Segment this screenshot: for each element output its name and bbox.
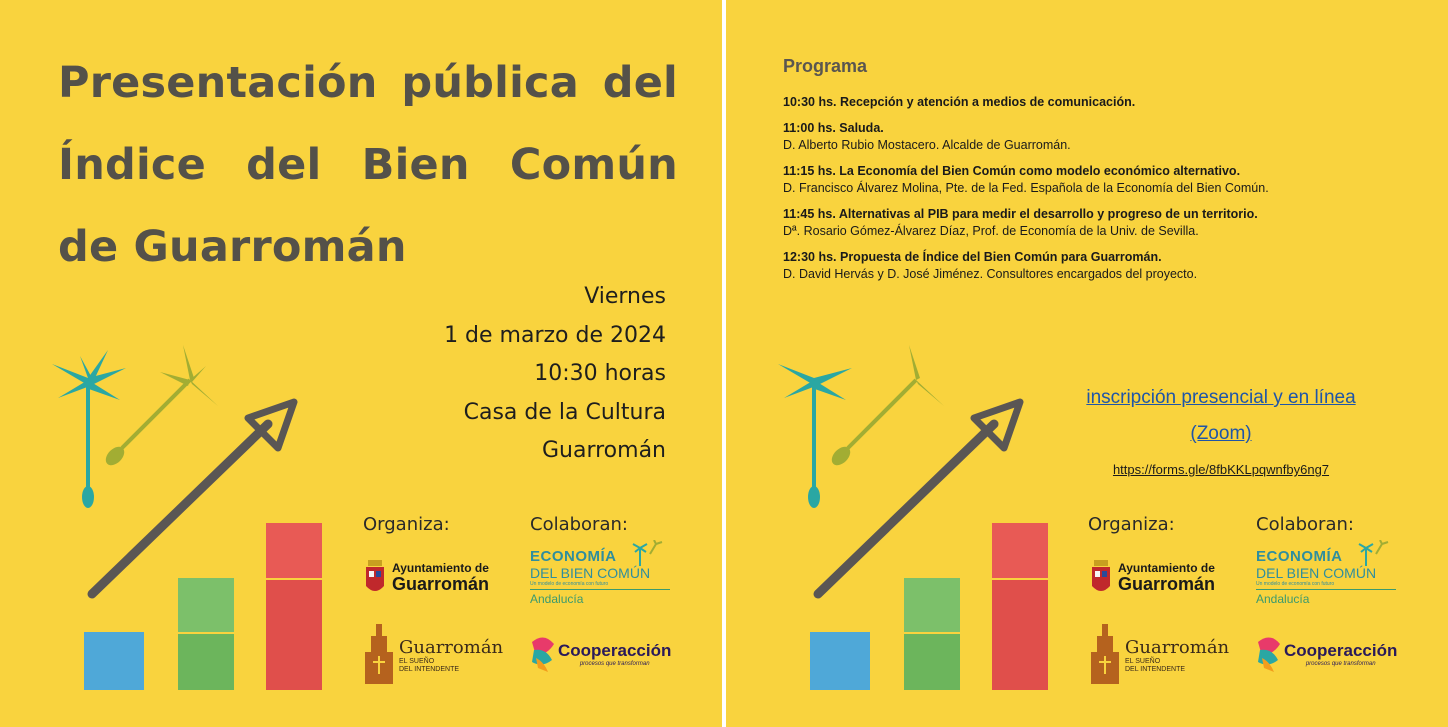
coop-name: Cooperacción [558, 641, 672, 660]
ebc-line2: DEL BIEN COMÚN [530, 565, 651, 581]
program-item [783, 94, 1393, 111]
program-item-title: 11:45 hs. Alternativas al PIB para medir el desarrollo y progreso de un territorio. [783, 207, 1258, 221]
organiza-label: Organiza: [363, 514, 450, 535]
growth-arrow-icon [818, 402, 1020, 594]
coat-of-arms-icon [364, 558, 386, 598]
event-town: Guarromán [541, 438, 666, 463]
teal-plant-icon [52, 350, 126, 508]
red-block-bottom [992, 580, 1048, 690]
cooperaccion-logo [1256, 634, 1397, 674]
coop-tagline: procesos que transforman [579, 661, 650, 667]
blue-block [810, 632, 870, 690]
green-block-bottom [904, 634, 960, 690]
sueno-tag1: EL SUEÑO [1125, 657, 1161, 665]
sueno-intendente-logo [363, 624, 503, 686]
page-title: Presentación pública del Índice del Bien Común de Guarromán [58, 58, 678, 272]
program-item [783, 163, 1393, 197]
event-time: 10:30 horas [534, 361, 666, 386]
olive-plant-icon [102, 345, 218, 469]
palm-icon [632, 540, 664, 568]
coat-of-arms-icon [1090, 558, 1112, 598]
inscription-link[interactable]: inscripción presencial y en línea (Zoom) [1086, 387, 1356, 444]
olive-plant-icon [828, 345, 944, 469]
program-item [783, 120, 1393, 154]
program-item-desc: D. Francisco Álvarez Molina, Pte. de la Fed. Española de la Economía del Bien Común. [783, 181, 1269, 195]
cooperaccion-logo [530, 634, 671, 674]
sueno-name: Guarromán [399, 636, 504, 658]
programa-section [783, 56, 1393, 292]
ayuntamiento-line2: Guarromán [392, 573, 490, 594]
event-details [444, 278, 666, 471]
blue-block [84, 632, 144, 690]
ebc-region: Andalucía [530, 589, 670, 606]
program-item-title: 11:00 hs. Saluda. [783, 121, 884, 135]
church-icon [1089, 624, 1121, 686]
ebc-tagline: Un modelo de economía con futuro [1256, 581, 1335, 587]
program-item [783, 249, 1393, 283]
sueno-tag2: DEL INTENDENTE [1125, 665, 1186, 673]
ebc-line1: ECONOMÍA [1256, 548, 1343, 565]
programa-heading: Programa [783, 56, 868, 76]
event-day: Viernes [584, 284, 666, 309]
sueno-name: Guarromán [1125, 636, 1230, 658]
economia-bien-comun-logo [530, 548, 670, 606]
green-block-top [178, 578, 234, 632]
ebc-line1: ECONOMÍA [530, 548, 617, 565]
program-item-title: 10:30 hs. Recepción y atención a medios de comunicación. [783, 95, 1136, 109]
hummingbird-icon [530, 634, 556, 674]
teal-plant-icon [778, 364, 852, 508]
right-poster-panel [726, 0, 1448, 727]
coop-tagline: procesos que transforman [1305, 661, 1376, 667]
ayuntamiento-line2: Guarromán [1118, 573, 1216, 594]
event-venue: Casa de la Cultura [463, 399, 666, 425]
hummingbird-icon [1256, 634, 1282, 674]
green-block-top [904, 578, 960, 632]
ebc-line2: DEL BIEN COMÚN [1256, 565, 1377, 581]
palm-icon [1358, 540, 1390, 568]
program-item-title: 12:30 hs. Propuesta de Índice del Bien Común para Guarromán. [783, 250, 1162, 264]
growth-arrow-icon [92, 402, 294, 594]
ayuntamiento-logo [1090, 558, 1215, 598]
inscription-url-link[interactable]: https://forms.gle/8fbKKLpqwnfby6ng7 [1112, 462, 1330, 477]
sueno-intendente-logo [1089, 624, 1229, 686]
red-block-top [992, 523, 1048, 578]
program-item [783, 206, 1393, 240]
colaboran-label: Colaboran: [530, 514, 628, 535]
red-block-bottom [266, 580, 322, 690]
event-date: 1 de marzo de 2024 [444, 322, 666, 348]
ayuntamiento-logo [364, 558, 489, 598]
inscription-block [1056, 380, 1386, 488]
sueno-tag1: EL SUEÑO [399, 657, 435, 665]
ayuntamiento-line1: Ayuntamiento de [392, 560, 489, 575]
coop-name: Cooperacción [1284, 641, 1398, 660]
program-item-desc: D. Alberto Rubio Mostacero. Alcalde de Guarromán. [783, 138, 1071, 152]
ebc-region: Andalucía [1256, 589, 1396, 606]
ayuntamiento-line1: Ayuntamiento de [1118, 560, 1215, 575]
green-block-bottom [178, 634, 234, 690]
left-poster-panel [0, 0, 722, 727]
colaboran-label: Colaboran: [1256, 514, 1354, 535]
program-item-desc: D. David Hervás y D. José Jiménez. Consultores encargados del proyecto. [783, 267, 1198, 281]
organiza-label: Organiza: [1088, 514, 1175, 535]
economia-bien-comun-logo [1256, 548, 1396, 606]
ebc-tagline: Un modelo de economía con futuro [530, 581, 609, 587]
church-icon [363, 624, 395, 686]
red-block-top [266, 523, 322, 578]
program-item-desc: Dª. Rosario Gómez-Álvarez Díaz, Prof. de Economía de la Univ. de Sevilla. [783, 224, 1199, 238]
sueno-tag2: DEL INTENDENTE [399, 665, 460, 673]
program-item-title: 11:15 hs. La Economía del Bien Común como modelo económico alternativo. [783, 164, 1241, 178]
